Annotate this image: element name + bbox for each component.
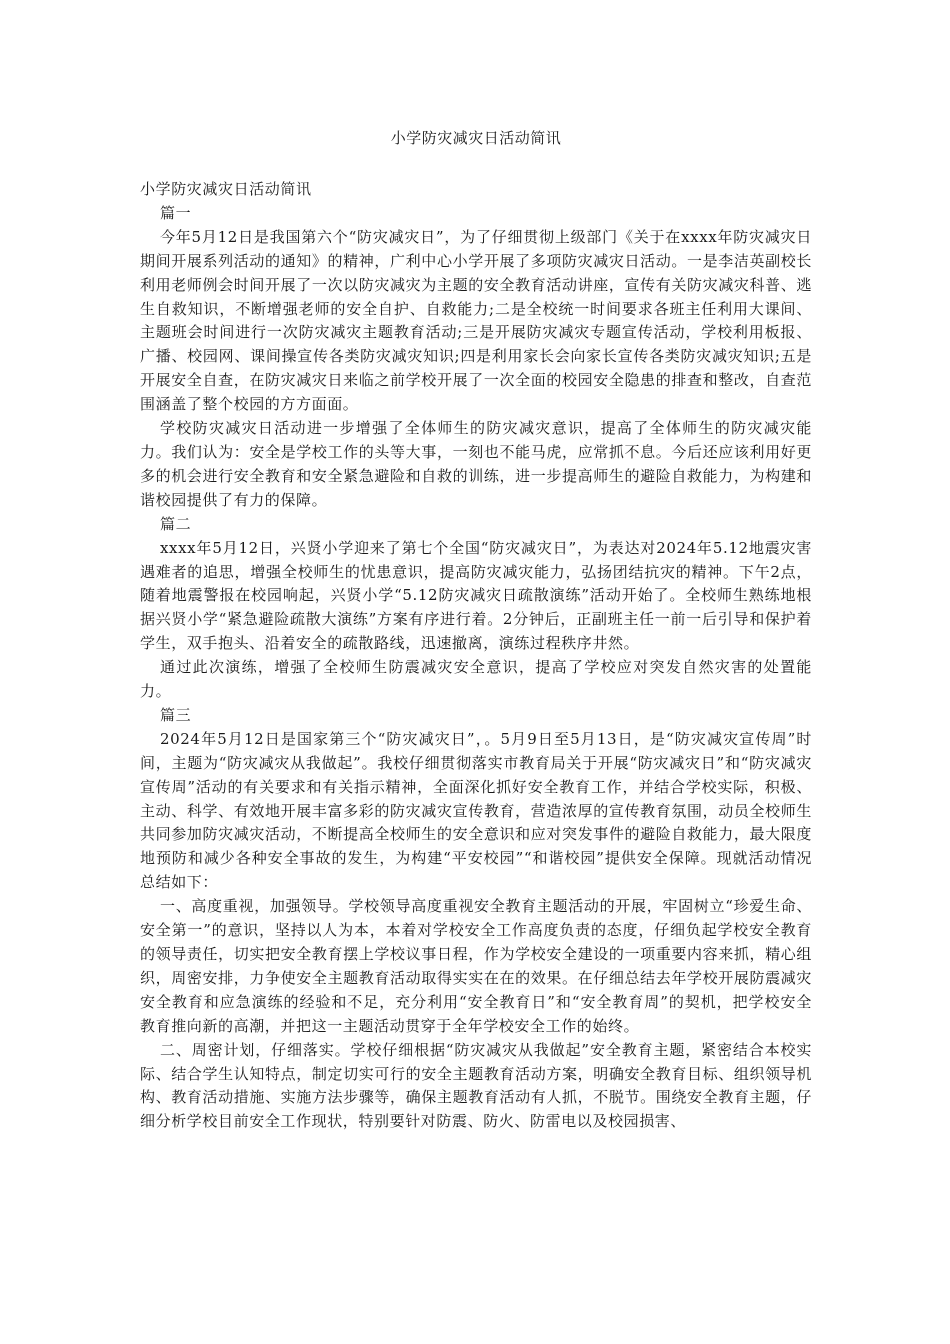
paragraph: 通过此次演练，增强了全校师生防震减灾安全意识，提高了学校应对突发自然灾害的处置能力。 xyxy=(140,658,812,701)
paragraph: 今年5月12日是我国第六个“防灾减灾日”，为了仔细贯彻上级部门《关于在xxxx年防灾减灾日期间开展系列活动的通知》的精神，广利中心小学开展了多项防灾减灾日活动。一是李洁英副校长利用老师例会时间开展了一次以防灾减灾为主题的安全教育活动讲座，宣传有关防灾减灾科普、逃生自救知识，不断增强老师的安全自护、自救能力;二是全校统一时间要求各班主任利用大课间、主题班会时间进行一次防灾减灾主题教育活动;三是开展防灾减灾专题宣传活动，学校利用板报、广播、校园网、课间操宣传各类防灾减灾知识;四是利用家长会向家长宣传各类防灾减灾知识;五是开展安全自查，在防灾减灾日来临之前学校开展了一次全面的校园安全隐患的排查和整改，自查范围涵盖了整个校园的方方面面。 xyxy=(140,227,812,414)
document-subtitle: 小学防灾减灾日活动简讯 xyxy=(140,180,312,198)
section-heading: 篇三 xyxy=(160,705,192,724)
document-title: 小学防灾减灾日活动简讯 xyxy=(390,129,562,147)
section-heading: 篇一 xyxy=(160,203,192,222)
paragraph: 2024年5月12日是国家第三个“防灾减灾日”，。5月9日至5月13日，是“防灾减灾宣传周”时间，主题为“防灾减灾从我做起”。我校仔细贯彻落实市教育局关于开展“防灾减灾日”和“防灾减灾宣传周”活动的有关要求和有关指示精神，全面深化抓好安全教育工作，并结合学校实际，积极、主动、科学、有效地开展丰富多彩的防灾减灾宣传教育，营造浓厚的宣传教育氛围，动员全校师生共同参加防灾减灾活动，不断提高全校师生的安全意识和应对突发事件的避险自救能力，最大限度地预防和减少各种安全事故的发生，为构建“平安校园”“和谐校园”提供安全保障。现就活动情况总结如下： xyxy=(140,729,812,892)
paragraph: 二、周密计划，仔细落实。学校仔细根据“防灾减灾从我做起”安全教育主题，紧密结合本校实际、结合学生认知特点，制定切实可行的安全主题教育活动方案，明确安全教育目标、组织领导机构、教育活动措施、实施方法步骤等，确保主题教育活动有人抓，不脱节。围绕安全教育主题，仔细分析学校目前安全工作现状，特别要针对防震、防火、防雷电以及校园损害、 xyxy=(140,1040,812,1131)
paragraph: 一、高度重视，加强领导。学校领导高度重视安全教育主题活动的开展，牢固树立“珍爱生命、安全第一”的意识，坚持以人为本，本着对学校安全工作高度负责的态度，仔细负起学校安全教育的领导责任，切实把安全教育摆上学校议事日程，作为学校安全建设的一项重要内容来抓，精心组织，周密安排，力争使安全主题教育活动取得实实在在的效果。在仔细总结去年学校开展防震减灾安全教育和应急演练的经验和不足，充分利用“安全教育日”和“安全教育周”的契机，把学校安全教育推向新的高潮，并把这一主题活动贯穿于全年学校安全工作的始终。 xyxy=(140,897,812,1035)
paragraph: xxxx年5月12日，兴贤小学迎来了第七个全国“防灾减灾日”，为表达对2024年5.12地震灾害遇难者的追思，增强全校师生的忧患意识，提高防灾减灾能力，弘扬团结抗灾的精神。下午2点，随着地震警报在校园响起，兴贤小学“5.12防灾减灾日疏散演练”活动开始了。全校师生熟练地根据兴贤小学“紧急避险疏散大演练”方案有序进行着。2分钟后，正副班主任一前一后引导和保护着学生，双手抱头、沿着安全的疏散路线，迅速撤离，演练过程秩序井然。 xyxy=(140,538,812,653)
document-body xyxy=(140,178,812,1134)
section-heading: 篇二 xyxy=(160,514,192,533)
paragraph: 学校防灾减灾日活动进一步增强了全体师生的防灾减灾意识，提高了全体师生的防灾减灾能力。我们认为：安全是学校工作的头等大事，一刻也不能马虎，应常抓不息。今后还应该利用好更多的机会进行安全教育和安全紧急避险和自救的训练，进一步提高师生的避险自救能力，为构建和谐校园提供了有力的保障。 xyxy=(140,419,812,509)
